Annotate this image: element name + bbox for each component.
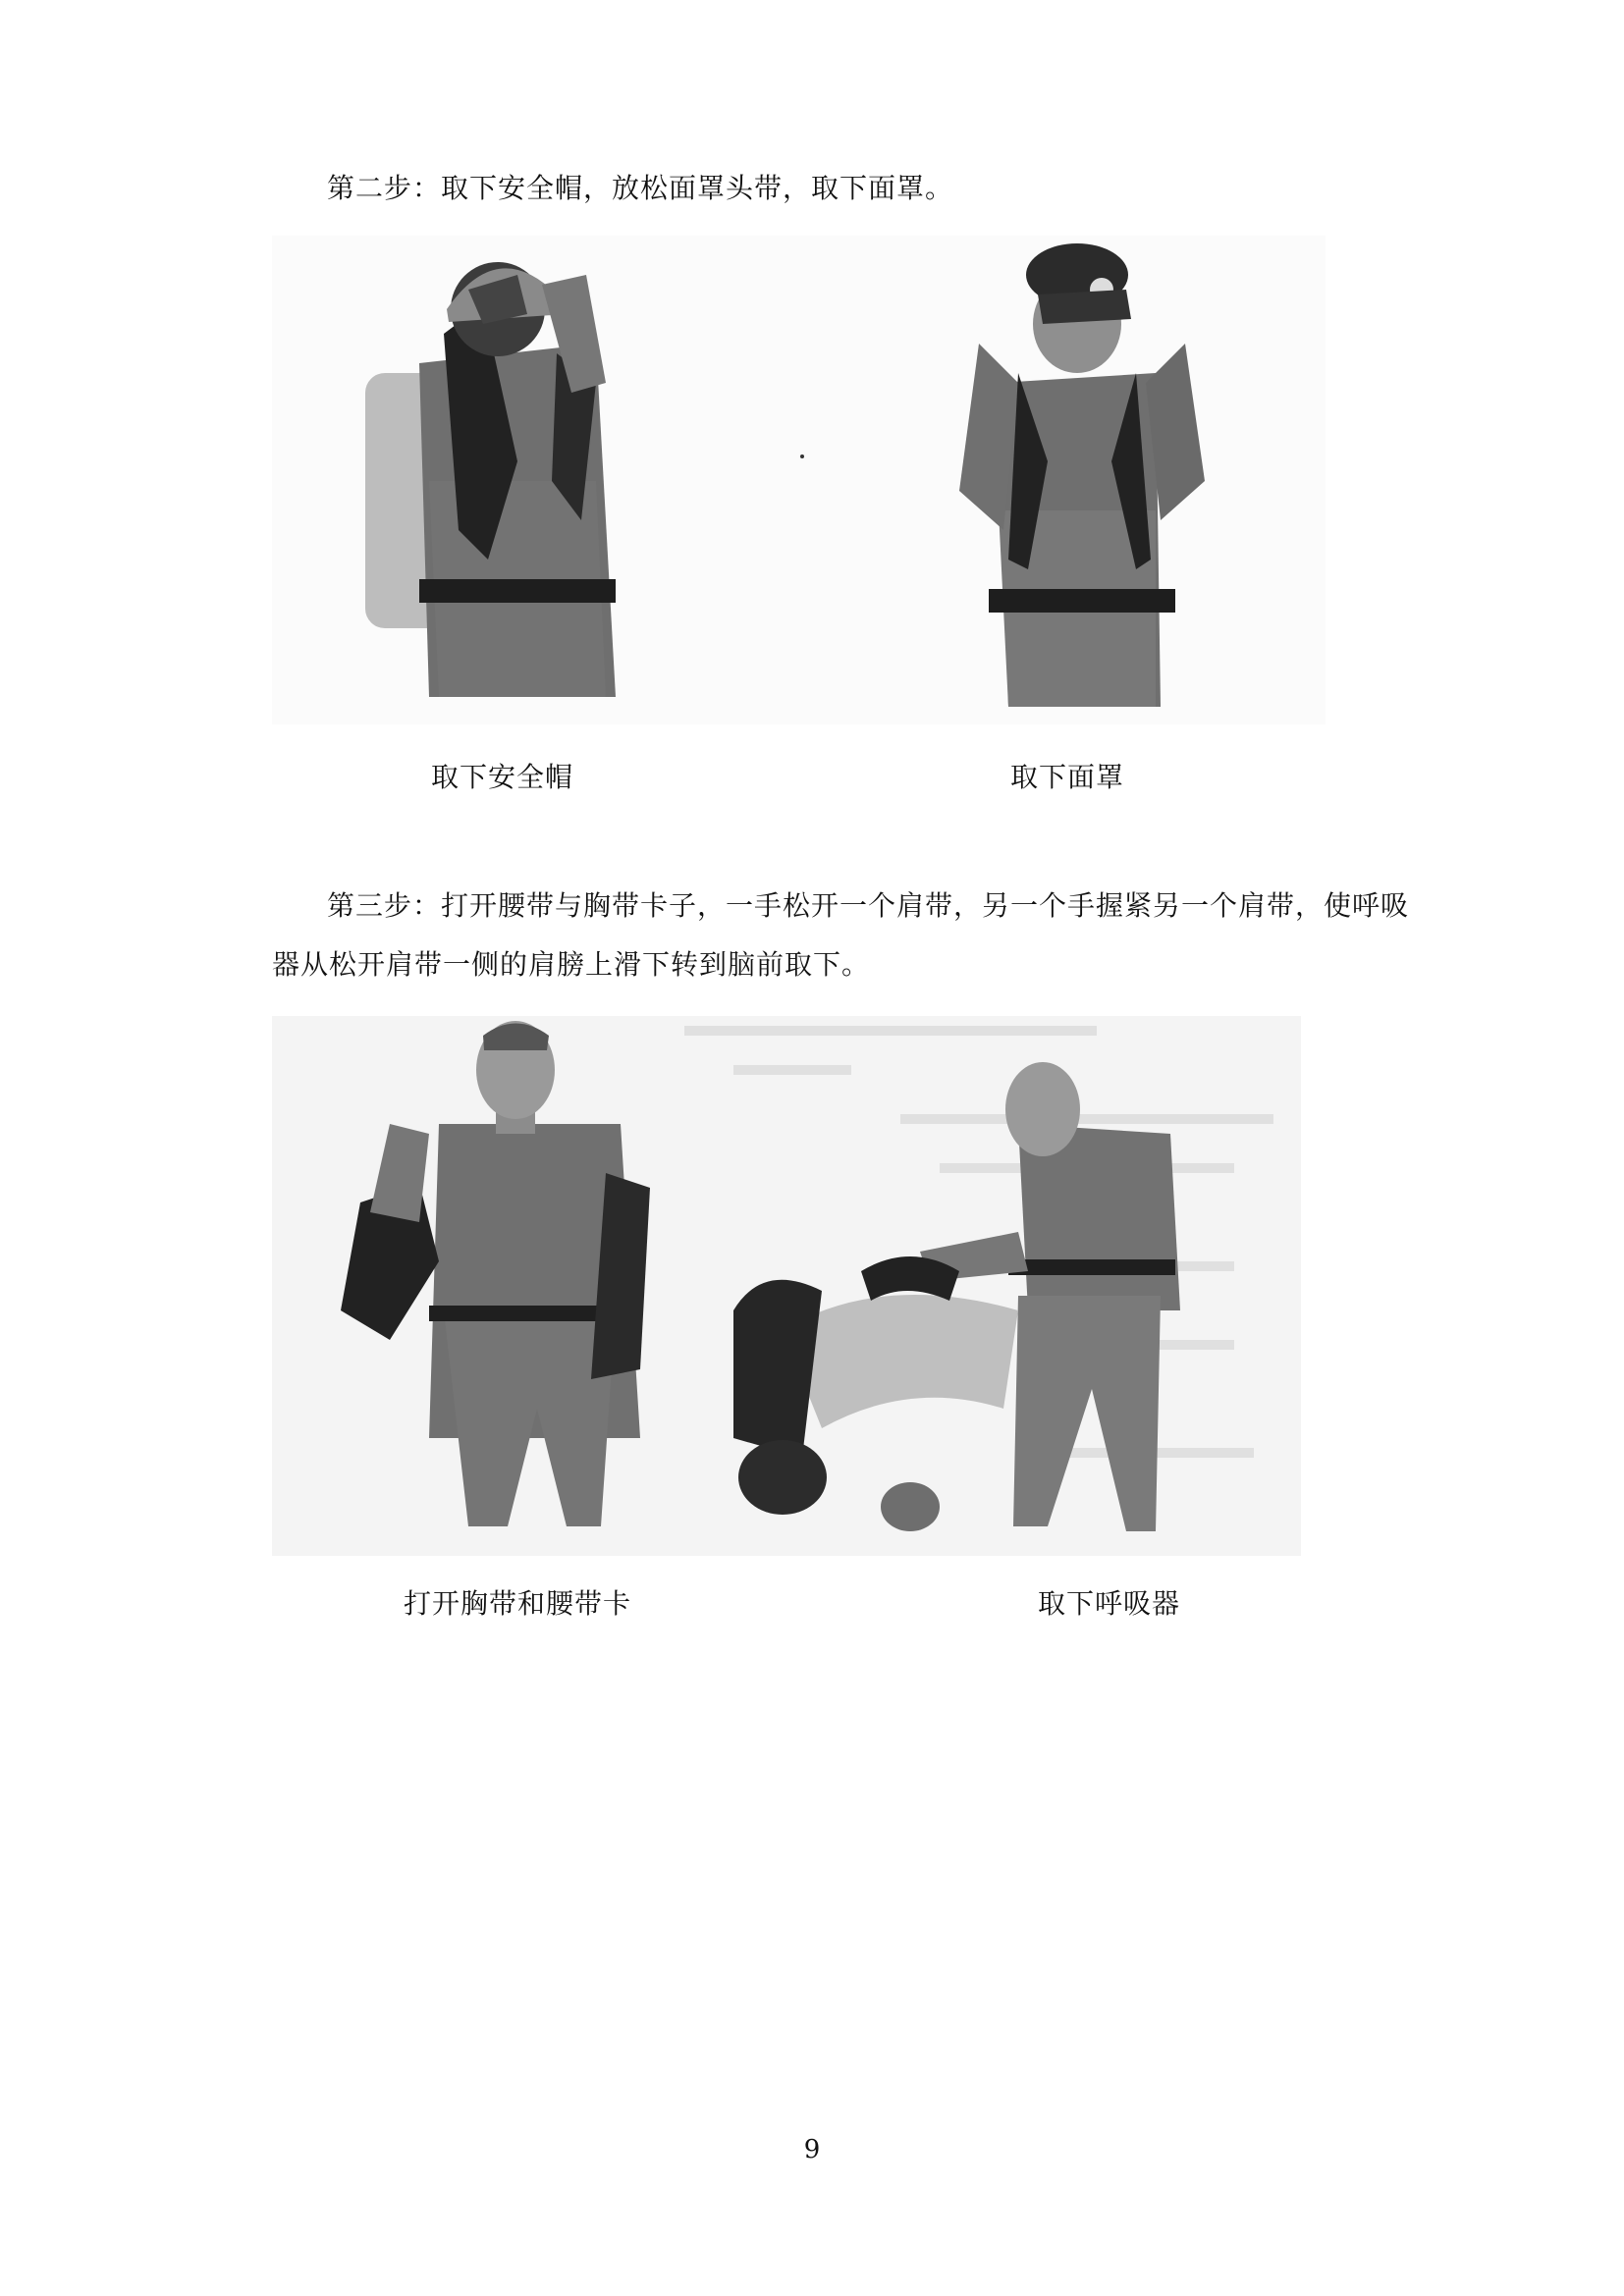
- figure-row-remove-breathing-apparatus: [272, 1016, 1301, 1556]
- caption-remove-helmet: 取下安全帽: [431, 761, 574, 793]
- caption-open-straps: 打开胸带和腰带卡: [404, 1587, 632, 1620]
- caption-remove-mask: 取下面罩: [1010, 761, 1125, 793]
- step3-paragraph: 第三步：打开腰带与胸带卡子，一手松开一个肩带，另一个手握紧另一个肩带，使呼吸器从松开肩带一侧的肩膀上滑下转到脑前取下。: [272, 889, 1410, 981]
- step2-paragraph: 第二步：取下安全帽，放松面罩头带，取下面罩。: [327, 172, 954, 204]
- photo-remove-breathing-apparatus: [272, 1016, 1301, 1556]
- page-number: 9: [803, 2135, 821, 2164]
- photo-remove-helmet-and-mask: [272, 236, 1326, 724]
- caption-remove-apparatus: 取下呼吸器: [1038, 1587, 1181, 1620]
- figure-row-remove-helmet-mask: [272, 236, 1326, 724]
